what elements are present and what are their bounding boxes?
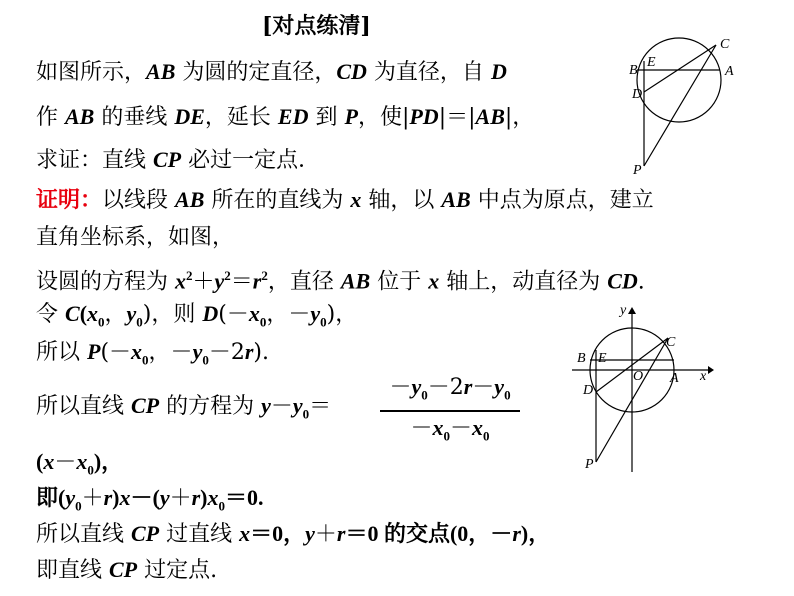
text: )， — [326, 302, 358, 327]
text: 必过一定点． — [181, 148, 321, 173]
label-d: D — [632, 87, 643, 102]
math: x — [87, 301, 99, 326]
math: x — [76, 449, 88, 474]
math: P — [344, 104, 358, 129]
text: － — [270, 394, 293, 419]
math: y — [214, 268, 225, 294]
math: x — [119, 485, 131, 510]
coordinate-figure — [572, 302, 722, 472]
x-axis-arrow — [708, 366, 714, 374]
text: －( — [130, 485, 160, 510]
text: 为圆的定直径， — [175, 60, 337, 85]
label-b: B — [629, 63, 638, 78]
text: 过定点. — [137, 558, 218, 583]
text: 即直线 — [36, 558, 109, 583]
math: x — [472, 415, 484, 441]
proof-line-9 — [36, 520, 550, 549]
math: CP — [109, 557, 138, 582]
math: x — [239, 521, 251, 546]
text: － — [450, 416, 473, 442]
text: 到 — [308, 105, 345, 130]
text: ， — [104, 302, 127, 327]
math: r — [252, 268, 262, 294]
math: AB — [441, 187, 471, 212]
math: x — [131, 339, 143, 364]
text: 所在的直线为 — [204, 188, 351, 213]
math: x — [350, 187, 362, 212]
text: ( — [36, 449, 44, 474]
math: CP — [153, 147, 182, 172]
problem-figure — [624, 28, 758, 178]
text: )， — [520, 521, 551, 546]
text: ，－ — [266, 302, 311, 327]
math: y — [159, 485, 170, 510]
math: y — [65, 485, 76, 510]
text: 以线段 — [102, 188, 176, 213]
text: 的垂线 — [94, 105, 175, 130]
label-e: E — [598, 351, 607, 366]
text: 轴上，动直径为 — [439, 269, 608, 295]
math: x — [432, 415, 444, 441]
math: x — [207, 485, 219, 510]
math: r — [463, 374, 473, 399]
text: 所以 — [36, 340, 87, 365]
math: y — [305, 521, 315, 546]
label-a: A — [725, 64, 734, 79]
text: ＝ — [230, 269, 253, 295]
text: ＋ — [192, 269, 215, 295]
subscript: 0 — [75, 498, 82, 514]
text: 设圆的方程为 — [36, 269, 175, 295]
subscript: 0 — [202, 352, 209, 368]
math: CP — [131, 521, 160, 546]
label-e: E — [647, 55, 656, 70]
label-x: x — [700, 369, 707, 384]
math: y — [494, 374, 505, 399]
math: PD — [409, 104, 439, 129]
text: 所以直线 — [36, 394, 131, 419]
text: |＝| — [438, 105, 476, 130]
math: x — [175, 268, 186, 294]
proof-line-7 — [36, 448, 123, 484]
subscript: 0 — [320, 314, 327, 330]
math: y — [310, 301, 321, 326]
problem-line-2 — [36, 103, 534, 132]
math: y — [411, 374, 422, 399]
text: ＝ — [309, 394, 332, 419]
math: D — [202, 301, 219, 326]
fraction-numerator — [380, 372, 520, 412]
math: r — [103, 485, 113, 510]
section-title: [对点练清] — [262, 13, 371, 39]
text: 为直径，自 — [366, 60, 491, 85]
math: x — [248, 301, 260, 326]
text: (－ — [100, 340, 132, 365]
problem-line-1 — [36, 58, 507, 87]
label-d: D — [583, 383, 594, 398]
proof-line-10 — [36, 556, 217, 585]
text: ＋ — [314, 522, 337, 547]
label-c: C — [666, 335, 676, 350]
label-o: O — [633, 369, 644, 384]
proof-line-6 — [36, 392, 331, 428]
label-p: P — [585, 457, 594, 472]
proof-line-1 — [36, 186, 654, 215]
math: AB — [65, 104, 95, 129]
math: D — [490, 59, 507, 84]
text: )， — [93, 449, 124, 474]
y-axis-arrow — [628, 307, 636, 314]
math: r — [244, 339, 254, 364]
text: 如图所示， — [36, 60, 147, 85]
subscript: 0 — [98, 314, 105, 330]
math: CD — [336, 59, 367, 84]
math: AB — [146, 59, 176, 84]
text: ，直径 — [267, 269, 341, 295]
text: 所以直线 — [36, 522, 131, 547]
math: CP — [131, 393, 160, 418]
text: ) — [200, 485, 208, 510]
text: 位于 — [370, 269, 429, 295]
proof-line-8 — [36, 484, 264, 520]
text: ，延长 — [204, 105, 278, 130]
subscript: 0 — [504, 387, 511, 403]
text: ＝0， — [250, 521, 306, 546]
slope-fraction — [380, 372, 520, 453]
math: AB — [175, 187, 205, 212]
subscript: 0 — [443, 428, 450, 444]
math: x — [43, 449, 55, 474]
problem-line-3 — [36, 146, 320, 175]
math: DE — [174, 104, 205, 129]
exponent: 2 — [224, 268, 231, 283]
subscript: 0 — [218, 498, 225, 514]
math: y — [292, 393, 303, 418]
text: ( — [79, 301, 88, 326]
proof-line-4 — [36, 300, 357, 336]
math: P — [87, 339, 101, 364]
text: ＋ — [81, 486, 104, 511]
text: 中点为原点，建立 — [470, 188, 654, 213]
math: r — [336, 521, 346, 546]
math: y — [261, 393, 271, 418]
math: AB — [475, 104, 505, 129]
subscript: 0 — [87, 462, 94, 478]
subscript: 0 — [259, 314, 267, 330]
math: x — [428, 268, 440, 294]
math: C — [65, 301, 80, 326]
label-y: y — [620, 303, 627, 318]
math: y — [192, 339, 203, 364]
text: )，则 — [142, 302, 203, 327]
text: －2 — [208, 340, 245, 365]
proof-label: 证明： — [36, 187, 103, 213]
text: 过直线 — [159, 522, 240, 547]
text: ). — [253, 340, 269, 365]
text: ，使| — [357, 105, 410, 130]
text: 求证：直线 — [36, 148, 153, 173]
text: . — [637, 269, 645, 295]
exponent: 2 — [186, 268, 193, 283]
exponent: 2 — [261, 268, 268, 283]
text: － — [389, 375, 412, 400]
text: 即( — [36, 485, 66, 510]
text: － — [410, 416, 433, 442]
text: － — [472, 375, 495, 400]
text: ) — [112, 485, 120, 510]
label-p: P — [633, 163, 642, 178]
math: AB — [340, 268, 371, 294]
math: y — [126, 301, 137, 326]
text: 轴，以 — [361, 188, 442, 213]
math: ED — [277, 104, 309, 129]
proof-line-5 — [36, 338, 269, 374]
label-a: A — [670, 371, 679, 386]
text: ＝0. — [225, 485, 264, 510]
math: CD — [607, 268, 638, 294]
text: |， — [504, 105, 535, 130]
subscript: 0 — [136, 314, 143, 330]
subscript: 0 — [421, 387, 428, 403]
label-b: B — [577, 351, 586, 366]
label-c: C — [720, 37, 730, 52]
text: 令 — [36, 302, 65, 327]
fraction-denominator — [380, 412, 520, 452]
math: r — [512, 521, 521, 546]
proof-line-2: 直角坐标系，如图， — [36, 225, 235, 250]
text: ，－ — [148, 340, 193, 365]
math: r — [191, 485, 201, 510]
text: ＋ — [169, 486, 192, 511]
text: －2 — [427, 375, 464, 400]
subscript: 0 — [302, 406, 310, 422]
text: ＝0 的交点(0，－ — [345, 521, 513, 546]
text: － — [54, 450, 77, 475]
text: (－ — [218, 302, 249, 327]
text: 作 — [36, 105, 65, 130]
text: 的方程为 — [159, 394, 262, 419]
subscript: 0 — [483, 428, 490, 444]
proof-line-3 — [36, 262, 645, 296]
subscript: 0 — [142, 352, 149, 368]
